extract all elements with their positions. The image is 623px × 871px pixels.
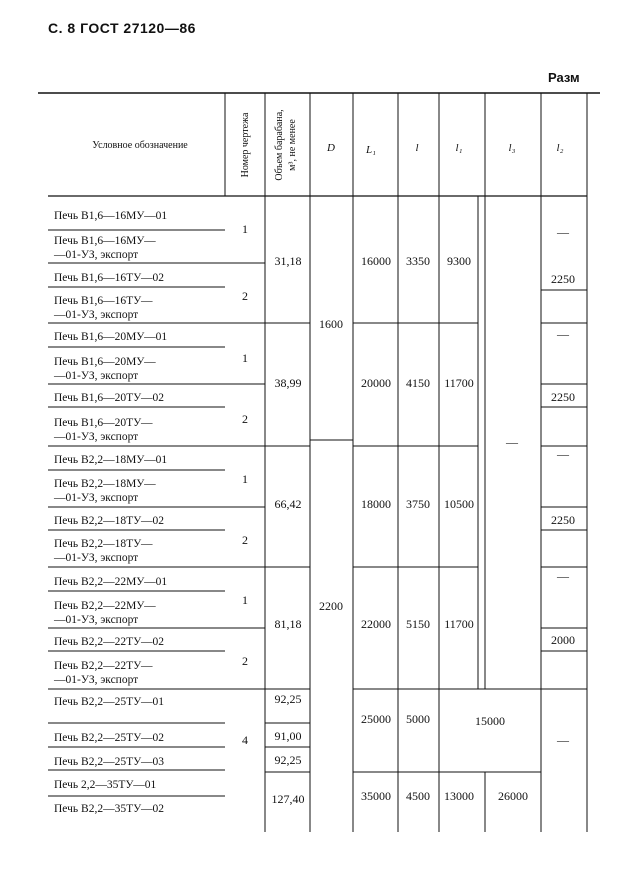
l3-cell: 26000 (498, 789, 528, 803)
drawing-number-cell: 2 (242, 533, 248, 547)
dimension-label: Разм (548, 70, 580, 85)
header-l1: l₁ (455, 142, 463, 154)
drum-volume-cell: 92,25 (274, 692, 302, 706)
l2-cell: — (557, 569, 569, 583)
drum-volume-cell: 81,18 (274, 617, 302, 631)
l-cell: 3750 (406, 497, 430, 511)
drum-volume-cell: 66,42 (274, 497, 302, 511)
designation-cell: Печь В2,2—22ТУ— (54, 660, 153, 672)
designation-cell: Печь В2,2—18ТУ—02 (54, 515, 164, 527)
designation-cell: —01-УЗ, экспорт (54, 431, 139, 443)
L1-cell: 35000 (361, 789, 391, 803)
designation-cell: Печь В1,6—20МУ— (54, 356, 156, 368)
header-l: l (415, 142, 419, 154)
designation-cell: Печь В2,2—22ТУ—02 (54, 636, 164, 648)
l-cell: 4500 (406, 789, 430, 803)
l2-cell: — (557, 733, 569, 747)
l1-cell: 9300 (447, 254, 471, 268)
drawing-number-cell: 1 (242, 593, 248, 607)
designation-cell: Печь В2,2—22МУ—01 (54, 576, 168, 588)
designation-cell: Печь В2,2—25ТУ—02 (54, 732, 164, 744)
l3-cell: — (506, 435, 518, 449)
designation-cell: Печь В1,6—16МУ—01 (54, 210, 168, 222)
l-cell: 4150 (406, 376, 430, 390)
header-D: D (327, 142, 335, 154)
l2-cell: 2250 (551, 513, 575, 527)
drawing-number-cell: 1 (242, 472, 248, 486)
header-designation: Условное обозначение (92, 140, 188, 151)
drum-volume-cell: 92,25 (274, 753, 302, 767)
designation-cell: Печь В2,2—18ТУ— (54, 538, 153, 550)
l2-cell: — (557, 327, 569, 341)
designation-cell: —01-УЗ, экспорт (54, 552, 139, 564)
designation-cell: Печь В1,6—16ТУ— (54, 295, 153, 307)
designation-cell: Печь В1,6—16МУ— (54, 235, 156, 247)
D-cell: 1600 (319, 317, 343, 331)
drum-volume-cell: 31,18 (274, 254, 302, 268)
designation-cell: —01-УЗ, экспорт (54, 309, 139, 321)
designation-cell: —01-УЗ, экспорт (54, 674, 139, 686)
header-drum-volume-2: м³, не менее (287, 119, 298, 171)
drawing-number-cell: 1 (242, 351, 248, 365)
D-cell: 2200 (319, 599, 343, 613)
drawing-number-cell: 2 (242, 654, 248, 668)
header-drum-volume-1: Объем барабана, (274, 109, 285, 181)
designation-cell: Печь В1,6—20МУ—01 (54, 331, 168, 343)
header-drawing-no: Номер чертежа (240, 112, 251, 178)
page-header: С. 8 ГОСТ 27120—86 (48, 20, 196, 36)
l1-cell: 11700 (444, 376, 474, 390)
designation-cell: Печь В2,2—35ТУ—02 (54, 803, 164, 815)
header-l2: l₂ (556, 142, 564, 154)
designation-cell: —01-УЗ, экспорт (54, 492, 139, 504)
drawing-number-cell: 1 (242, 222, 248, 236)
drum-volume-cell: 91,00 (274, 729, 302, 743)
L1-cell: 20000 (361, 376, 391, 390)
designation-cell: Печь В2,2—22МУ— (54, 600, 156, 612)
designation-cell: Печь В2,2—18МУ— (54, 478, 156, 490)
l2-cell: 2250 (551, 272, 575, 286)
l-cell: 3350 (406, 254, 430, 268)
drawing-number-cell: 4 (242, 733, 248, 747)
designation-cell: —01-УЗ, экспорт (54, 614, 139, 626)
drum-volume-cell: 127,40 (271, 792, 305, 806)
l2-cell: 2250 (551, 390, 575, 404)
header-l3: l₃ (508, 142, 516, 154)
designation-cell: Печь В2,2—25ТУ—03 (54, 756, 164, 768)
l2-cell: — (557, 447, 569, 461)
L1-cell: 16000 (361, 254, 391, 268)
header-L1: L₁ (366, 144, 376, 156)
l-cell: 5150 (406, 617, 430, 631)
l1-cell: 10500 (444, 497, 474, 511)
L1-cell: 18000 (361, 497, 391, 511)
designation-cell: —01-УЗ, экспорт (54, 249, 139, 261)
drawing-number-cell: 2 (242, 412, 248, 426)
drum-volume-cell: 38,99 (274, 376, 302, 390)
l3-cell: 15000 (475, 714, 505, 728)
designation-cell: Печь В1,6—16ТУ—02 (54, 272, 164, 284)
designation-cell: Печь В2,2—25ТУ—01 (54, 696, 164, 708)
designation-cell: Печь В1,6—20ТУ— (54, 417, 153, 429)
designation-cell: Печь В2,2—18МУ—01 (54, 454, 168, 466)
drawing-number-cell: 2 (242, 289, 248, 303)
L1-cell: 25000 (361, 712, 391, 726)
l2-cell: 2000 (551, 633, 575, 647)
designation-cell: —01-УЗ, экспорт (54, 370, 139, 382)
l2-cell: — (557, 225, 569, 239)
l1-cell: 13000 (444, 789, 474, 803)
L1-cell: 22000 (361, 617, 391, 631)
l1-cell: 11700 (444, 617, 474, 631)
l-cell: 5000 (406, 712, 430, 726)
designation-cell: Печь В1,6—20ТУ—02 (54, 392, 164, 404)
designation-cell: Печь 2,2—35ТУ—01 (54, 779, 157, 791)
